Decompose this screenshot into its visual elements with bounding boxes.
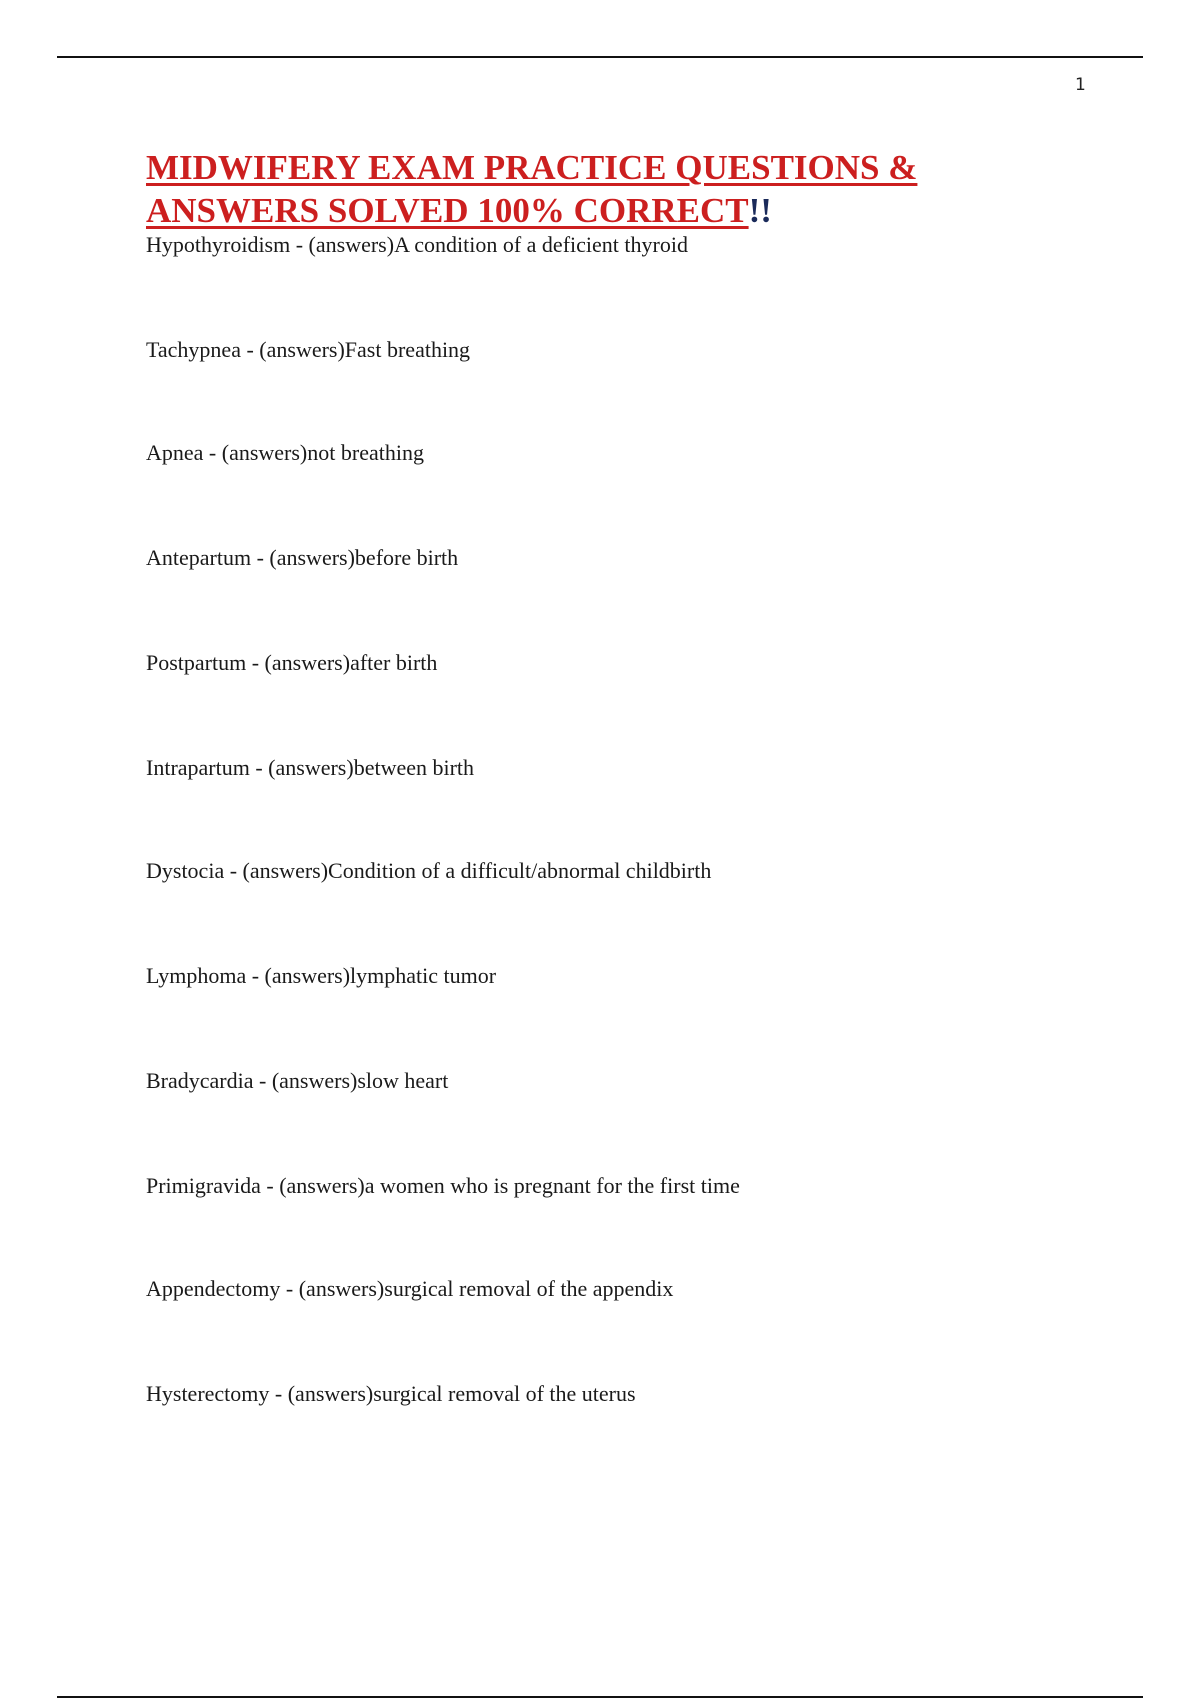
list-item-primigravida: Primigravida - (answers)a women who is pregnant for the first time (146, 1173, 740, 1198)
page-number: 1 (1075, 75, 1086, 95)
list-item-tachypnea: Tachypnea - (answers)Fast breathing (146, 337, 471, 362)
header-rule (57, 56, 1143, 58)
list-item-intrapartum: Intrapartum - (answers)between birth (146, 755, 475, 780)
list-item-antepartum: Antepartum - (answers)before birth (146, 545, 459, 570)
list-item-hypothyroidism: Hypothyroidism - (answers)A condition of a deficient thyroid (146, 232, 688, 257)
list-item-hysterectomy: Hysterectomy - (answers)surgical removal of the uterus (146, 1381, 636, 1406)
document-title-exclamation: !! (748, 191, 772, 230)
document-title (146, 146, 1046, 232)
list-item-apnea: Apnea - (answers)not breathing (146, 440, 424, 465)
list-item-lymphoma: Lymphoma - (answers)lymphatic tumor (146, 963, 497, 988)
footer-rule (57, 1696, 1143, 1698)
list-item-dystocia: Dystocia - (answers)Condition of a difficult/abnormal childbirth (146, 858, 712, 883)
list-item-postpartum: Postpartum - (answers)after birth (146, 650, 438, 675)
list-item-appendectomy: Appendectomy - (answers)surgical removal of the appendix (146, 1276, 674, 1301)
list-item-bradycardia: Bradycardia - (answers)slow heart (146, 1068, 449, 1093)
document-title-text: MIDWIFERY EXAM PRACTICE QUESTIONS & ANSWERS SOLVED 100% CORRECT (146, 148, 918, 230)
